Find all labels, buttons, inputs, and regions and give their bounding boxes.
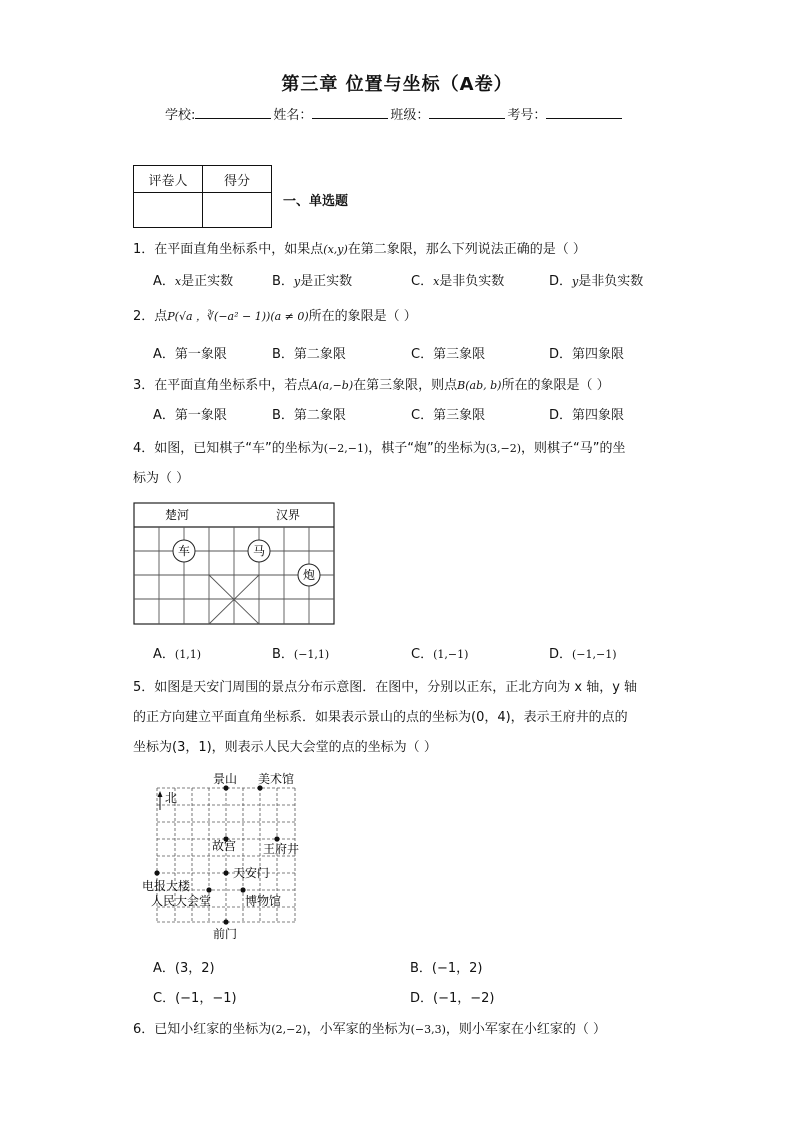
q3-option-d[interactable]: D．第四象限 [549,408,625,423]
q1-option-a[interactable]: A．x是正实数 [153,274,234,289]
pao-piece-label: 炮 [302,568,316,582]
q1-text-post: 在第二象限，那么下列说法正确的是（ ） [347,242,586,257]
q2-math: P(√a ，∛(−a² − 1))(a ≠ 0) [167,310,309,323]
chess-board-figure [133,500,339,626]
wangfujing-label: 王府井 [263,842,300,856]
ma-piece-label: 马 [252,544,266,558]
question-2 [133,305,417,324]
q2-text-post: 所在的象限是（ ） [308,309,417,324]
q1-math: (x,y) [323,243,348,256]
class-label: 班级： [390,108,430,123]
exam-no-field[interactable] [546,106,622,119]
q4-option-c[interactable]: C．(1,−1) [411,647,469,662]
q4-option-b[interactable]: B．(−1,1) [272,647,330,662]
q2-text-pre: 2．点 [133,309,168,324]
question-1 [133,238,586,257]
name-label: 姓名： [273,108,313,123]
jingshan-label: 景山 [213,772,238,786]
score-cell[interactable] [203,193,272,228]
q3-option-a[interactable]: A．第一象限 [153,408,227,423]
q2-option-d[interactable]: D．第四象限 [549,347,625,362]
q5-option-c[interactable]: C．(−1，−1) [153,991,237,1006]
score-table [133,165,272,228]
river-label-left: 楚河 [165,508,190,522]
question-3: 3．在平面直角坐标系中，若点A(a,−b)在第三象限，则点B(ab, b)所在的象限是（ ） [133,378,610,393]
grader-header: 评卷人 [134,166,203,193]
q2-option-a[interactable]: A．第一象限 [153,347,227,362]
question-5-line2: 的正方向建立平面直角坐标系．如果表示景山的点的坐标为(0，4)，表示王府井的点的 [133,710,628,725]
q4-math-pao: (3,−2) [485,442,522,455]
q1-option-b[interactable]: B．y是正实数 [272,274,353,289]
school-label: 学校: [165,108,196,123]
q2-option-b[interactable]: B．第二象限 [272,347,346,362]
dianbao-label: 电报大楼 [142,879,191,893]
question-6: 6．已知小红家的坐标为(2,−2)，小军家的坐标为(−3,3)，则小军家在小红家的（ ） [133,1022,607,1037]
class-field[interactable] [429,106,505,119]
score-header: 得分 [203,166,272,193]
north-label: 北 [165,791,178,805]
grader-cell[interactable] [134,193,203,228]
q3-math-b: B(ab, b) [457,379,502,392]
q5-option-d[interactable]: D．(−1，−2) [410,991,495,1006]
q4-math-che: (−2,−1) [323,442,369,455]
question-4-line2: 标为（ ） [133,471,190,486]
north-arrow-head [158,791,163,797]
q3-math-a: A(a,−b) [310,379,354,392]
q4-option-d[interactable]: D．(−1,−1) [549,647,617,662]
name-field[interactable] [312,106,388,119]
page-title: 第三章 位置与坐标（A卷） [281,74,513,95]
meishuguan-dot [257,785,262,790]
q6-math-xiaojun: (−3,3) [410,1023,446,1036]
question-4: 4．如图，已知棋子“车”的坐标为(−2,−1)，棋子“炮”的坐标为(3,−2)，则棋子“马”的坐 [133,441,626,456]
bowuguan-label: 博物馆 [245,894,282,908]
qianmen-label: 前门 [213,927,238,941]
qianmen-dot [223,919,228,924]
q3-option-c[interactable]: C．第三象限 [411,408,486,423]
tiananmen-map-figure [140,770,315,945]
section-heading: 一、单选题 [283,194,349,209]
renmindahuitang-label: 人民大会堂 [151,894,212,908]
river-label-right: 汉界 [276,508,301,522]
student-info-line [165,104,624,123]
question-5-line1: 5．如图是天安门周围的景点分布示意图．在图中，分别以正东，正北方向为 x 轴，y 轴 [133,680,638,695]
q1-option-d[interactable]: D．y是非负实数 [549,274,644,289]
q6-math-xiaohong: (2,−2) [271,1023,307,1036]
jingshan-dot [223,785,228,790]
tiananmen-label: 天安门 [233,866,270,880]
q5-option-b[interactable]: B．(−1，2) [410,961,483,976]
bowuguan-dot [240,887,245,892]
q2-option-c[interactable]: C．第三象限 [411,347,486,362]
meishuguan-label: 美术馆 [258,772,295,786]
q1-text-pre: 1．在平面直角坐标系中，如果点 [133,242,324,257]
gugong-label: 故宫 [212,839,237,853]
question-5-line3: 坐标为(3，1)，则表示人民大会堂的点的坐标为（ ） [133,740,437,755]
q3-option-b[interactable]: B．第二象限 [272,408,346,423]
che-piece-label: 车 [177,544,191,558]
wangfujing-dot [274,836,279,841]
renmindahuitang-dot [206,887,211,892]
q1-option-c[interactable]: C．x是非负实数 [411,274,505,289]
q4-option-a[interactable]: A．(1,1) [153,647,201,662]
exam-no-label: 考号： [507,108,547,123]
tiananmen-dot [223,870,228,875]
q5-option-a[interactable]: A．(3，2) [153,961,215,976]
school-field[interactable] [195,106,271,119]
dianbao-dot [154,870,159,875]
